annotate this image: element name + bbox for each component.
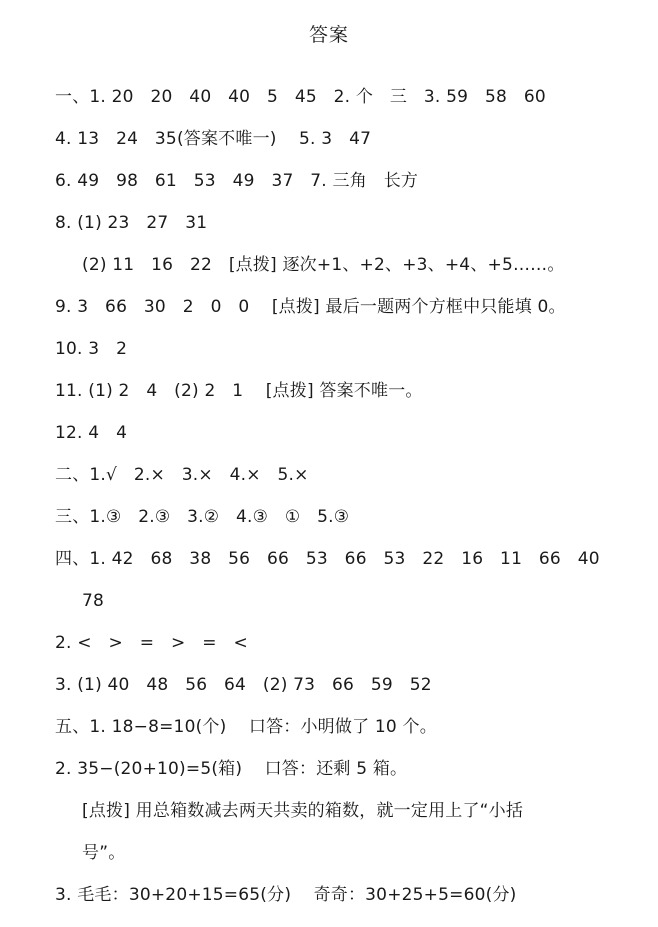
answer-line-section-4-1-cont: 78 bbox=[82, 591, 105, 611]
answer-line-section-5-2: 2. 35−(20+10)=5(箱) 口答：还剩 5 箱。 bbox=[55, 759, 408, 779]
answer-line-1-12: 12. 4 4 bbox=[55, 423, 128, 443]
answer-line-section-5-2-hint: [点拨] 用总箱数减去两天共卖的箱数，就一定用上了“小括 bbox=[82, 801, 524, 821]
answer-line-section-4-2: 2. < > = > = < bbox=[55, 633, 248, 653]
answer-line-section-5-3: 3. 毛毛：30+20+15=65(分) 奇奇：30+25+5=60(分) bbox=[55, 885, 517, 905]
page-title: 答案 bbox=[308, 24, 349, 46]
answer-line-section-5-2-hint-cont: 号”。 bbox=[82, 843, 126, 863]
answer-line-1-10: 10. 3 2 bbox=[55, 339, 128, 359]
answer-line-1-4: 4. 13 24 35(答案不唯一) 5. 3 47 bbox=[55, 129, 372, 149]
answer-line-section-3: 三、1.③ 2.③ 3.② 4.③ ① 5.③ bbox=[55, 507, 350, 527]
answer-line-section-4-1: 四、1. 42 68 38 56 66 53 66 53 22 16 11 66 40 bbox=[55, 549, 600, 569]
answer-line-1-8-2: (2) 11 16 22 [点拨] 逐次+1、+2、+3、+4、+5……。 bbox=[82, 255, 565, 275]
answer-line-section-2: 二、1.√ 2.× 3.× 4.× 5.× bbox=[55, 465, 309, 485]
answer-line-1-6: 6. 49 98 61 53 49 37 7. 三角 长方 bbox=[55, 171, 419, 191]
answer-line-1-1: 一、1. 20 20 40 40 5 45 2. 个 三 3. 59 58 60 bbox=[55, 87, 546, 107]
answer-line-section-5-1: 五、1. 18−8=10(个) 口答：小明做了 10 个。 bbox=[55, 717, 437, 737]
answer-line-1-8: 8. (1) 23 27 31 bbox=[55, 213, 208, 233]
answer-line-1-11: 11. (1) 2 4 (2) 2 1 [点拨] 答案不唯一。 bbox=[55, 381, 423, 401]
answer-line-1-9: 9. 3 66 30 2 0 0 [点拨] 最后一题两个方框中只能填 0。 bbox=[55, 297, 566, 317]
answer-line-section-4-3: 3. (1) 40 48 56 64 (2) 73 66 59 52 bbox=[55, 675, 432, 695]
